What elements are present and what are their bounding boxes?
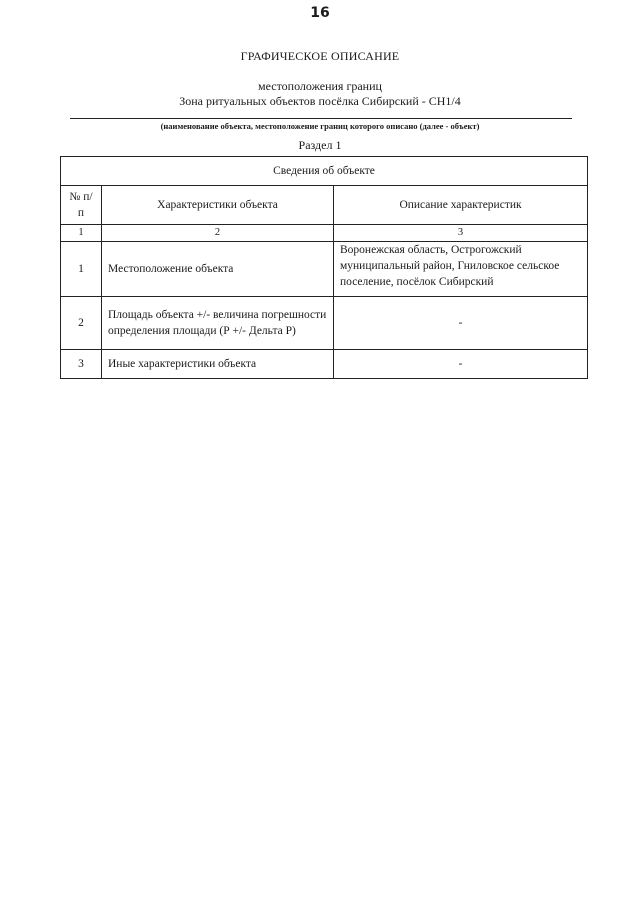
row-description: - (334, 297, 588, 350)
column-number: 1 (61, 225, 102, 242)
row-number: 1 (61, 242, 102, 297)
table-row (61, 242, 588, 297)
object-info-table (60, 156, 588, 379)
row-description: Воронежская область, Острогожский муниципальный район, Гниловское сельское поселение, посёлок Сибирский (334, 242, 588, 297)
object-name-caption: (наименование объекта, местоположение границ которого описано (далее - объект) (160, 121, 480, 131)
document-title: ГРАФИЧЕСКОЕ ОПИСАНИЕ (240, 49, 400, 63)
document-subtitle: местоположения границ (258, 79, 382, 93)
object-name-underline (70, 118, 572, 119)
page-number: 16 (310, 5, 330, 21)
row-number: 2 (61, 297, 102, 350)
column-header-characteristic: Характеристики объекта (102, 186, 334, 225)
row-characteristic: Площадь объекта +/- величина погрешности определения площади (Р +/- Дельта Р) (102, 297, 334, 350)
table-row (61, 350, 588, 379)
column-header-number: № п/п (61, 186, 102, 225)
column-header-description: Описание характеристик (334, 186, 588, 225)
row-characteristic: Местоположение объекта (102, 242, 334, 297)
table-caption: Сведения об объекте (61, 157, 588, 186)
column-number: 2 (102, 225, 334, 242)
table-caption-row (61, 157, 588, 186)
row-description: - (334, 350, 588, 379)
table-row (61, 297, 588, 350)
object-name: Зона ритуальных объектов посёлка Сибирский - СН1/4 (179, 94, 461, 108)
table-header-row (61, 186, 588, 225)
column-number: 3 (334, 225, 588, 242)
section-label: Раздел 1 (298, 138, 342, 152)
row-characteristic: Иные характеристики объекта (102, 350, 334, 379)
row-number: 3 (61, 350, 102, 379)
column-number-row (61, 225, 588, 242)
